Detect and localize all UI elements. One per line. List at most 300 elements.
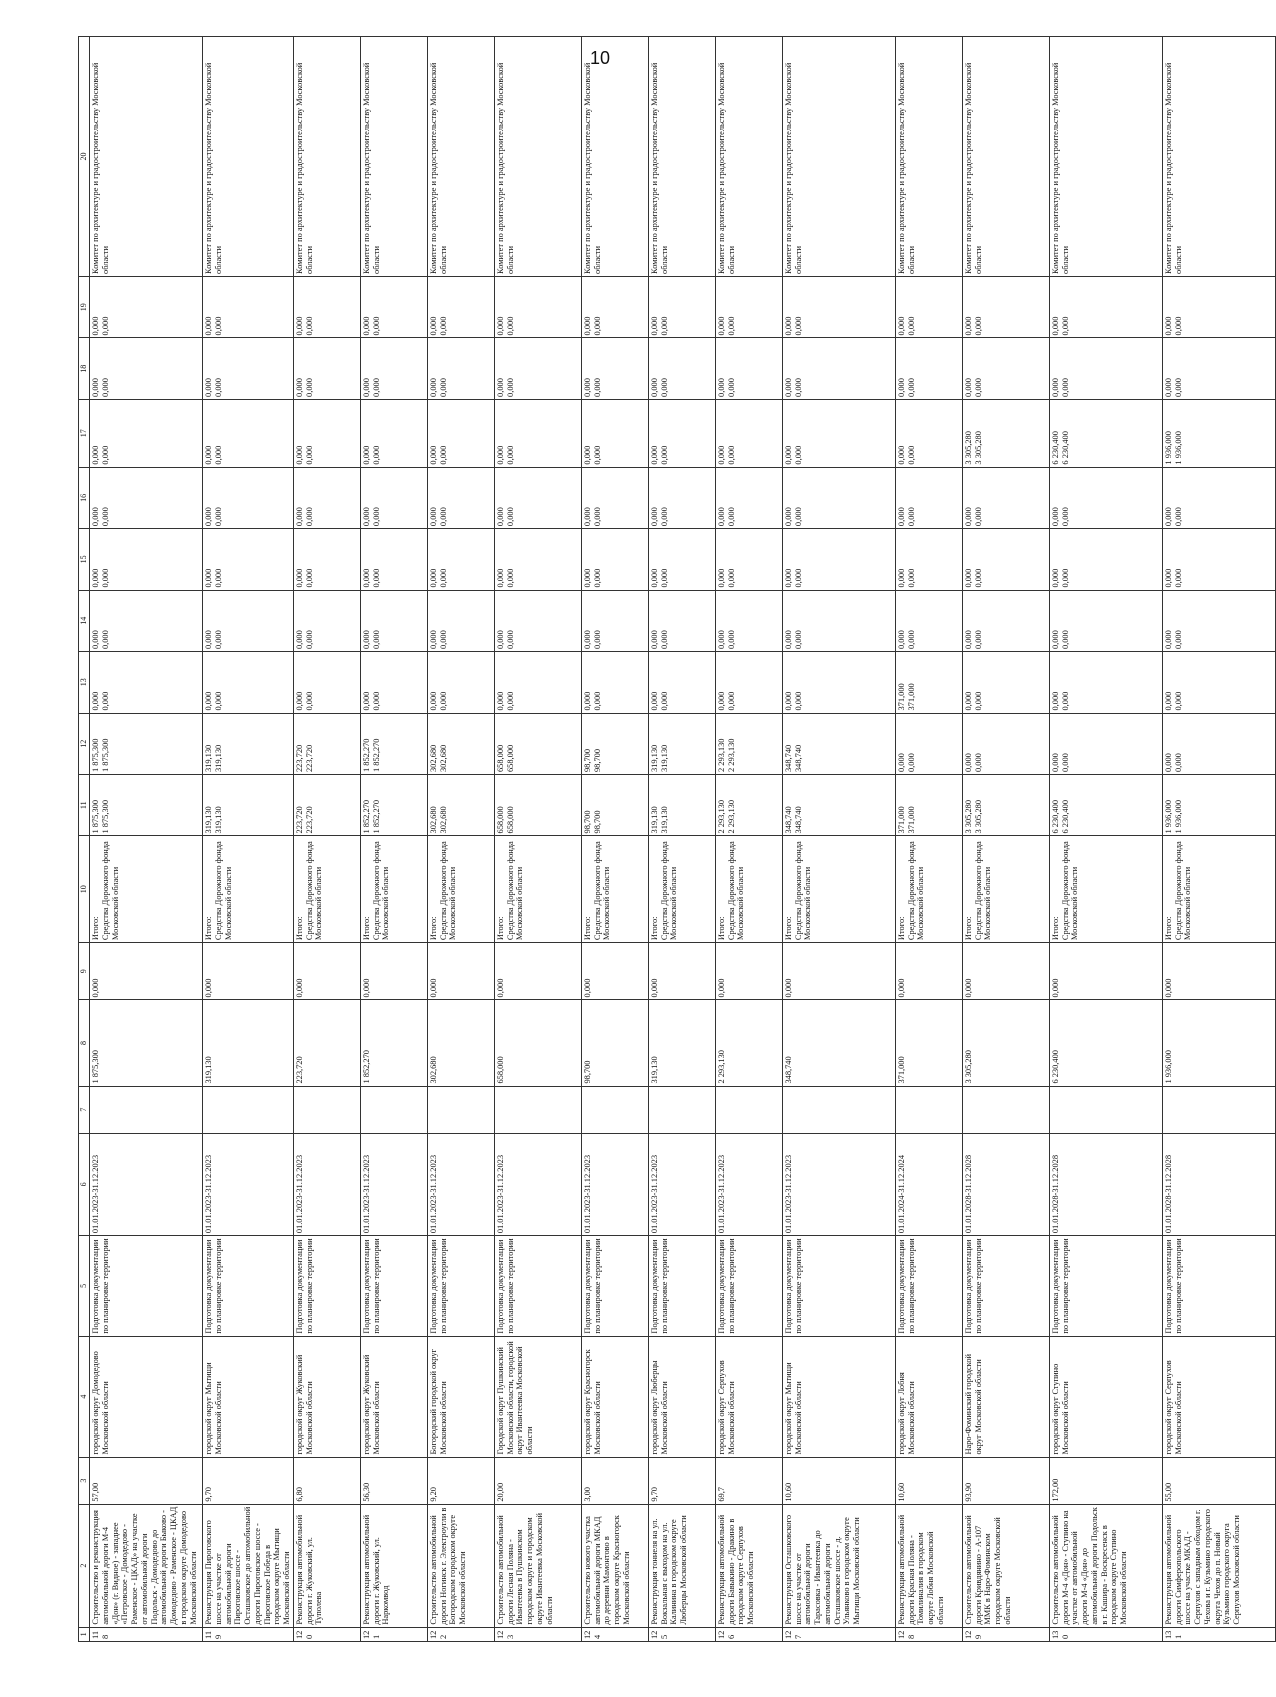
row-number: 127	[782, 1627, 895, 1641]
amount-c12-line: 302,680	[428, 744, 438, 772]
amount-c19-line: 0,000	[495, 316, 505, 336]
funding-source-line: Итого:	[582, 916, 592, 941]
amount-c12-line: 0,000	[963, 753, 973, 772]
amount-c17-line: 0,000	[428, 445, 438, 465]
total-cost: 348,740	[782, 1000, 895, 1086]
period: 01.01.2023-31.12.2023	[203, 1133, 294, 1235]
amount-c14-line: 0,000	[973, 630, 983, 650]
work-type: Подготовка документации по планировке территории	[648, 1236, 715, 1336]
column-header: 15	[79, 529, 90, 590]
amount-c11-line: 98,700	[592, 810, 602, 834]
amount-c18	[782, 338, 895, 399]
amount-c17-line: 0,000	[294, 445, 304, 465]
amount-c18	[427, 338, 494, 399]
amount-c18-line: 0,000	[659, 378, 669, 397]
col-7	[895, 1086, 962, 1133]
amount-c11-line: 371,000	[906, 806, 916, 834]
amount-c14-line: 0,000	[582, 630, 592, 650]
amount-c11-line: 1 852,270	[371, 799, 381, 834]
amount-c19-line: 0,000	[204, 316, 213, 336]
amount-c17-line: 0,000	[91, 445, 100, 465]
amount-c17-line: 0,000	[438, 445, 448, 465]
amount-c19-line: 0,000	[896, 316, 906, 336]
amount-c15	[782, 529, 895, 590]
amount-c16-line: 0,000	[906, 507, 916, 527]
amount-c12-line: 1 875,300	[100, 738, 110, 772]
funding-source	[581, 836, 648, 943]
amount-c18	[962, 338, 1049, 399]
funding-source	[427, 836, 494, 943]
amount-c15-line: 0,000	[783, 568, 793, 588]
amount-c16-line: 0,000	[91, 507, 100, 527]
amount-c18	[494, 338, 581, 399]
amount-c15-line: 0,000	[726, 568, 736, 588]
funding-source-line: Средства Дорожного фонда Московской области	[1060, 841, 1080, 941]
amount-c12-line: 1 875,300	[91, 738, 100, 772]
length-value: 56,30	[360, 1457, 427, 1504]
amount-c11-line: 319,130	[204, 806, 213, 834]
total-cost: 371,000	[895, 1000, 962, 1086]
amount-c14	[360, 590, 427, 651]
amount-c15-line: 0,000	[204, 568, 213, 588]
amount-c15-line: 0,000	[649, 568, 659, 588]
responsible-body: Комитет по архитектуре и градостроительству Московской области	[360, 37, 427, 277]
amount-c12-line: 0,000	[906, 753, 916, 772]
amount-c19-line: 0,000	[1050, 316, 1060, 336]
responsible-body: Комитет по архитектуре и градостроительству Московской области	[494, 37, 581, 277]
amount-c16-line: 0,000	[659, 507, 669, 527]
amount-c17	[360, 399, 427, 467]
amount-c19-line: 0,000	[582, 316, 592, 336]
amount-c17-line: 0,000	[495, 445, 505, 465]
amount-c16-line: 0,000	[963, 507, 973, 527]
amount-c19-line: 0,000	[1060, 316, 1070, 336]
funding-source-line: Средства Дорожного фонда Московской области	[213, 841, 233, 941]
amount-c12-line: 319,130	[659, 744, 669, 772]
municipality: городской округ Мытищи Московской области	[782, 1336, 895, 1457]
amount-c12-line: 2 293,130	[716, 738, 726, 772]
amount-c15	[715, 529, 782, 590]
amount-c19	[427, 276, 494, 337]
amount-c15-line: 0,000	[1060, 568, 1070, 588]
amount-c14-line: 0,000	[505, 630, 515, 650]
responsible-body: Комитет по архитектуре и градостроительству Московской области	[1049, 37, 1162, 277]
col-7	[360, 1086, 427, 1133]
amount-c12-line: 223,720	[304, 744, 314, 772]
amount-c19	[1162, 276, 1275, 337]
amount-c16	[293, 467, 360, 528]
amount-c13	[1049, 652, 1162, 713]
work-type: Подготовка документации по планировке территории	[360, 1236, 427, 1336]
amount-c11	[203, 775, 294, 836]
amount-c17	[962, 399, 1049, 467]
object-name: Строительство и реконструкция автомобильной дороги М-4 «Дон» (г. Видное) - западнее «Петровское - Домодедово - Раменское - ЦКАД» на участке от автомобильной дороги Подольск - Домодедово до автомобильной дороги Быково - Домодедово - Раменское - ЦКАД в городском округе Домодедово Московской области	[90, 1504, 203, 1627]
amount-c11	[1049, 775, 1162, 836]
amount-c15-line: 0,000	[582, 568, 592, 588]
amount-c13-line: 0,000	[304, 691, 314, 711]
amount-c13-line: 0,000	[793, 691, 803, 711]
col-9: 0,000	[494, 943, 581, 1000]
amount-c18-line: 0,000	[304, 378, 314, 397]
amount-c13-line: 0,000	[438, 691, 448, 711]
amount-c16-line: 0,000	[783, 507, 793, 527]
amount-c11-line: 2 293,130	[726, 799, 736, 834]
amount-c18-line: 0,000	[1173, 378, 1183, 397]
funding-source-line: Средства Дорожного фонда Московской области	[371, 841, 391, 941]
row-number: 129	[962, 1627, 1049, 1641]
amount-c18-line: 0,000	[428, 378, 438, 397]
amount-c14-line: 0,000	[716, 630, 726, 650]
col-7	[581, 1086, 648, 1133]
amount-c15-line: 0,000	[100, 568, 110, 588]
amount-c13-line: 371,000	[906, 683, 916, 711]
amount-c17	[427, 399, 494, 467]
object-name: Реконструкция тоннеля на ул. Вокзальная с выходом на ул. Калинина в городском округе Люберцы Московской области	[648, 1504, 715, 1627]
amount-c12	[90, 713, 203, 774]
amount-c17-line: 0,000	[582, 445, 592, 465]
object-name: Строительство автомобильной дороги Кривдянино - А-107 ММК в Наро-Фоминском городском округе Московской области	[962, 1504, 1049, 1627]
amount-c15	[962, 529, 1049, 590]
amount-c16	[715, 467, 782, 528]
amount-c17	[581, 399, 648, 467]
amount-c13-line: 0,000	[361, 691, 371, 711]
funding-source	[90, 836, 203, 943]
period: 01.01.2028-31.12.2028	[1162, 1133, 1275, 1235]
object-name: Реконструкция автомобильной дороги Бавыкино - Дракино в городском округе Серпухов Московской области	[715, 1504, 782, 1627]
amount-c18-line: 0,000	[371, 378, 381, 397]
amount-c14-line: 0,000	[91, 630, 100, 650]
amount-c12-line: 302,680	[438, 744, 448, 772]
municipality: Богородский городской округ Московской области	[427, 1336, 494, 1457]
amount-c13	[427, 652, 494, 713]
amount-c16-line: 0,000	[973, 507, 983, 527]
amount-c13-line: 0,000	[592, 691, 602, 711]
funding-source	[1049, 836, 1162, 943]
work-type: Подготовка документации по планировке территории	[90, 1236, 203, 1336]
table-row	[360, 37, 427, 1642]
amount-c17-line: 0,000	[304, 445, 314, 465]
amount-c16-line: 0,000	[100, 507, 110, 527]
amount-c17	[203, 399, 294, 467]
work-type: Подготовка документации по планировке территории	[895, 1236, 962, 1336]
amount-c18	[715, 338, 782, 399]
amount-c12-line: 2 293,130	[726, 738, 736, 772]
amount-c17-line: 0,000	[100, 445, 110, 465]
amount-c12-line: 1 852,270	[371, 738, 381, 772]
funding-source-line: Итого:	[204, 916, 213, 941]
amount-c12-line: 319,130	[204, 744, 213, 772]
total-cost: 319,130	[648, 1000, 715, 1086]
amount-c16-line: 0,000	[649, 507, 659, 527]
amount-c12-line: 0,000	[1060, 753, 1070, 772]
amount-c15-line: 0,000	[428, 568, 438, 588]
amount-c19	[360, 276, 427, 337]
amount-c14	[203, 590, 294, 651]
length-value: 9,70	[203, 1457, 294, 1504]
col-7	[427, 1086, 494, 1133]
amount-c17	[90, 399, 203, 467]
object-name: Строительство автомобильной дороги Лесная Поляна - Ивантеевка в Пушкинском городском округе и городском округе Ивантеевка Московской области	[494, 1504, 581, 1627]
funding-source-line: Итого:	[428, 916, 438, 941]
amount-c11-line: 302,680	[438, 806, 448, 834]
col-7	[782, 1086, 895, 1133]
amount-c14-line: 0,000	[659, 630, 669, 650]
municipality: Наро-Фоминский городской округ Московской области	[962, 1336, 1049, 1457]
amount-c12	[427, 713, 494, 774]
header-row	[79, 37, 90, 1642]
amount-c12-line: 319,130	[213, 744, 223, 772]
amount-c15-line: 0,000	[294, 568, 304, 588]
work-type: Подготовка документации по планировке территории	[1162, 1236, 1275, 1336]
funding-source	[895, 836, 962, 943]
period: 01.01.2023-31.12.2023	[90, 1133, 203, 1235]
col-7	[1049, 1086, 1162, 1133]
amount-c12	[203, 713, 294, 774]
amount-c19-line: 0,000	[716, 316, 726, 336]
amount-c11-line: 223,720	[304, 806, 314, 834]
amount-c18	[581, 338, 648, 399]
responsible-body: Комитет по архитектуре и градостроительству Московской области	[1162, 37, 1275, 277]
amount-c17-line: 0,000	[204, 445, 213, 465]
amount-c19	[715, 276, 782, 337]
row-number: 122	[427, 1627, 494, 1641]
col-9: 0,000	[1162, 943, 1275, 1000]
amount-c11	[494, 775, 581, 836]
funding-source	[494, 836, 581, 943]
amount-c16-line: 0,000	[726, 507, 736, 527]
amount-c15-line: 0,000	[505, 568, 515, 588]
amount-c17-line: 0,000	[716, 445, 726, 465]
amount-c12-line: 348,740	[793, 744, 803, 772]
amount-c19	[1049, 276, 1162, 337]
amount-c12	[962, 713, 1049, 774]
amount-c16-line: 0,000	[1163, 507, 1173, 527]
amount-c14-line: 0,000	[1050, 630, 1060, 650]
amount-c15-line: 0,000	[1173, 568, 1183, 588]
amount-c12-line: 98,700	[592, 748, 602, 772]
amount-c13	[962, 652, 1049, 713]
amount-c17-line: 6 230,400	[1060, 431, 1070, 465]
amount-c11	[648, 775, 715, 836]
amount-c16	[581, 467, 648, 528]
amount-c14-line: 0,000	[592, 630, 602, 650]
work-type: Подготовка документации по планировке территории	[715, 1236, 782, 1336]
column-header: 17	[79, 399, 90, 467]
amount-c18-line: 0,000	[91, 378, 100, 397]
funding-source	[360, 836, 427, 943]
amount-c19	[293, 276, 360, 337]
table-row	[293, 37, 360, 1642]
amount-c15	[90, 529, 203, 590]
amount-c12-line: 0,000	[1173, 753, 1183, 772]
amount-c14	[90, 590, 203, 651]
amount-c12-line: 98,700	[582, 748, 592, 772]
amount-c16-line: 0,000	[1173, 507, 1183, 527]
work-type: Подготовка документации по планировке территории	[782, 1236, 895, 1336]
amount-c13	[360, 652, 427, 713]
rotated-table-container	[78, 36, 1241, 1642]
amount-c14-line: 0,000	[361, 630, 371, 650]
funding-source-line: Итого:	[294, 916, 304, 941]
amount-c13-line: 0,000	[716, 691, 726, 711]
amount-c16-line: 0,000	[716, 507, 726, 527]
funding-source-line: Средства Дорожного фонда Московской области	[793, 841, 813, 941]
amount-c19-line: 0,000	[783, 316, 793, 336]
amount-c18-line: 0,000	[726, 378, 736, 397]
amount-c11	[581, 775, 648, 836]
responsible-body: Комитет по архитектуре и градостроительству Московской области	[782, 37, 895, 277]
amount-c17	[1162, 399, 1275, 467]
amount-c17	[782, 399, 895, 467]
work-type: Подготовка документации по планировке территории	[581, 1236, 648, 1336]
amount-c18-line: 0,000	[1163, 378, 1173, 397]
period: 01.01.2028-31.12.2028	[962, 1133, 1049, 1235]
object-name: Реконструкция автомобильной дороги Симферопольского шоссе на участке МКАД - Серпухов с западным обходом г. Чехова и г. Кузьмино городского округа Чехов до п. Новый Кузьмино городского округа Серпухов Московской области	[1162, 1504, 1275, 1627]
amount-c19	[782, 276, 895, 337]
row-number: 123	[494, 1627, 581, 1641]
total-cost: 2 293,130	[715, 1000, 782, 1086]
amount-c19-line: 0,000	[304, 316, 314, 336]
table-row	[962, 37, 1049, 1642]
funding-source-line: Итого:	[716, 916, 726, 941]
col-9: 0,000	[293, 943, 360, 1000]
amount-c13	[581, 652, 648, 713]
amount-c18	[1162, 338, 1275, 399]
col-7	[1162, 1086, 1275, 1133]
amount-c13	[895, 652, 962, 713]
amount-c19-line: 0,000	[428, 316, 438, 336]
amount-c19-line: 0,000	[505, 316, 515, 336]
amount-c17-line: 0,000	[592, 445, 602, 465]
amount-c13-line: 0,000	[495, 691, 505, 711]
amount-c15-line: 0,000	[963, 568, 973, 588]
amount-c13-line: 0,000	[649, 691, 659, 711]
data-table	[78, 36, 1276, 1642]
table-row	[494, 37, 581, 1642]
row-number: 130	[1049, 1627, 1162, 1641]
amount-c16-line: 0,000	[793, 507, 803, 527]
row-number: 118	[90, 1627, 203, 1641]
amount-c16	[360, 467, 427, 528]
amount-c14-line: 0,000	[428, 630, 438, 650]
funding-source-line: Средства Дорожного фонда Московской области	[973, 841, 993, 941]
amount-c19-line: 0,000	[963, 316, 973, 336]
amount-c13-line: 371,000	[896, 683, 906, 711]
amount-c12	[648, 713, 715, 774]
amount-c18-line: 0,000	[505, 378, 515, 397]
amount-c19-line: 0,000	[726, 316, 736, 336]
amount-c13-line: 0,000	[1163, 691, 1173, 711]
period: 01.01.2023-31.12.2023	[494, 1133, 581, 1235]
amount-c17-line: 0,000	[659, 445, 669, 465]
municipality: городской округ Жуковский Московской области	[360, 1336, 427, 1457]
table-row	[715, 37, 782, 1642]
amount-c12	[581, 713, 648, 774]
municipality: городской округ Жуковский Московской области	[293, 1336, 360, 1457]
period: 01.01.2023-31.12.2023	[581, 1133, 648, 1235]
col-9: 0,000	[715, 943, 782, 1000]
amount-c16-line: 0,000	[204, 507, 213, 527]
amount-c11-line: 98,700	[582, 810, 592, 834]
amount-c13	[648, 652, 715, 713]
municipality: городской округ Серпухов Московской области	[1162, 1336, 1275, 1457]
amount-c17-line: 0,000	[361, 445, 371, 465]
amount-c11	[427, 775, 494, 836]
table-row	[782, 37, 895, 1642]
amount-c15-line: 0,000	[371, 568, 381, 588]
municipality: городской округ Мытищи Московской области	[203, 1336, 294, 1457]
amount-c11	[360, 775, 427, 836]
amount-c14	[1162, 590, 1275, 651]
column-header: 9	[79, 943, 90, 1000]
length-value: 9,70	[648, 1457, 715, 1504]
amount-c14-line: 0,000	[1173, 630, 1183, 650]
amount-c13-line: 0,000	[100, 691, 110, 711]
amount-c13	[293, 652, 360, 713]
amount-c18	[895, 338, 962, 399]
amount-c11-line: 1 875,300	[91, 799, 100, 834]
work-type: Подготовка документации по планировке территории	[203, 1236, 294, 1336]
amount-c16-line: 0,000	[213, 507, 223, 527]
amount-c17	[1049, 399, 1162, 467]
amount-c14-line: 0,000	[100, 630, 110, 650]
amount-c17-line: 1 936,000	[1173, 431, 1183, 465]
column-header: 18	[79, 338, 90, 399]
amount-c11-line: 3 305,280	[973, 799, 983, 834]
amount-c12-line: 0,000	[1050, 753, 1060, 772]
amount-c12-line: 658,000	[495, 744, 505, 772]
amount-c16-line: 0,000	[371, 507, 381, 527]
amount-c16-line: 0,000	[294, 507, 304, 527]
amount-c11-line: 3 305,280	[963, 799, 973, 834]
table-row	[895, 37, 962, 1642]
row-number: 121	[360, 1627, 427, 1641]
length-value: 10,60	[895, 1457, 962, 1504]
amount-c11-line: 348,740	[783, 806, 793, 834]
funding-source-line: Итого:	[495, 916, 505, 941]
municipality: городской округ Красногорск Московской области	[581, 1336, 648, 1457]
amount-c14	[494, 590, 581, 651]
funding-source-line: Средства Дорожного фонда Московской области	[1173, 841, 1193, 941]
column-header: 16	[79, 467, 90, 528]
amount-c14	[895, 590, 962, 651]
amount-c13	[90, 652, 203, 713]
amount-c14	[293, 590, 360, 651]
work-type: Подготовка документации по планировке территории	[494, 1236, 581, 1336]
amount-c12	[360, 713, 427, 774]
period: 01.01.2023-31.12.2023	[293, 1133, 360, 1235]
length-value: 20,00	[494, 1457, 581, 1504]
col-9: 0,000	[203, 943, 294, 1000]
amount-c14	[427, 590, 494, 651]
funding-source-line: Итого:	[1163, 916, 1173, 941]
amount-c17	[715, 399, 782, 467]
amount-c16	[962, 467, 1049, 528]
amount-c14	[1049, 590, 1162, 651]
table-row	[427, 37, 494, 1642]
amount-c16-line: 0,000	[896, 507, 906, 527]
period: 01.01.2023-31.12.2023	[360, 1133, 427, 1235]
responsible-body: Комитет по архитектуре и градостроительству Московской области	[962, 37, 1049, 277]
amount-c18-line: 0,000	[783, 378, 793, 397]
amount-c14-line: 0,000	[783, 630, 793, 650]
amount-c14	[962, 590, 1049, 651]
amount-c16-line: 0,000	[582, 507, 592, 527]
amount-c13-line: 0,000	[294, 691, 304, 711]
amount-c17-line: 0,000	[371, 445, 381, 465]
page-number: 10	[589, 48, 611, 68]
funding-source	[648, 836, 715, 943]
